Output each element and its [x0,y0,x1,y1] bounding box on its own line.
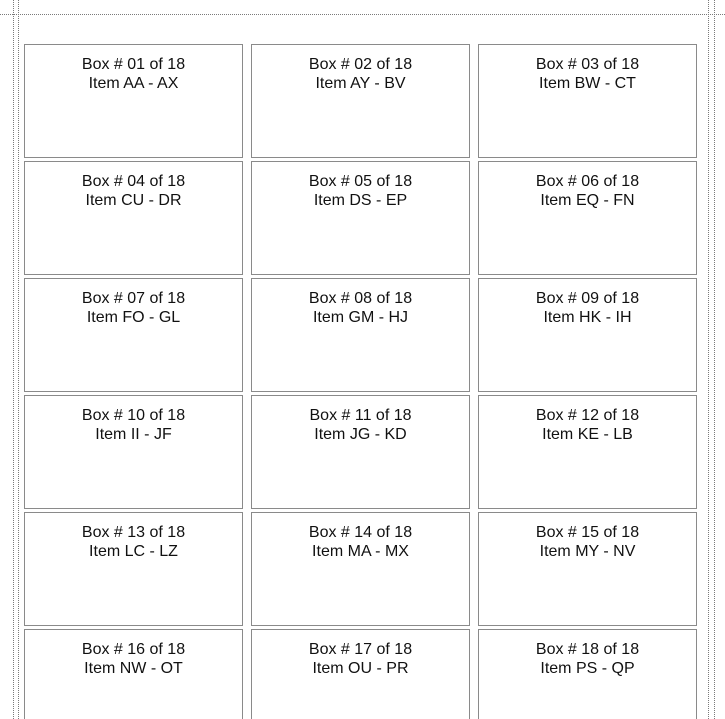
item-range-text: Item DS - EP [313,192,408,209]
item-range-text: Item AA - AX [88,75,179,92]
label-box-10[interactable] [24,395,243,509]
label-box-15[interactable] [478,512,697,626]
box-number-text: Box # 02 of 18 [308,56,413,73]
label-box-17[interactable] [251,629,470,719]
box-number-text: Box # 05 of 18 [308,173,413,190]
box-number-text: Box # 15 of 18 [535,524,640,541]
label-grid [24,44,697,719]
box-number-text: Box # 04 of 18 [81,173,186,190]
box-number-text: Box # 01 of 18 [81,56,186,73]
box-number-text: Box # 18 of 18 [535,641,640,658]
box-number-text: Box # 16 of 18 [81,641,186,658]
box-number-text: Box # 14 of 18 [308,524,413,541]
label-box-09[interactable] [478,278,697,392]
left-margin-guide-outer [13,0,14,719]
label-box-07[interactable] [24,278,243,392]
right-margin-guide-inner [714,0,715,719]
item-range-text: Item GM - HJ [312,309,409,326]
item-range-text: Item EQ - FN [540,192,635,209]
box-number-text: Box # 08 of 18 [308,290,413,307]
item-range-text: Item BW - CT [539,75,636,92]
box-number-text: Box # 11 of 18 [309,407,412,424]
box-number-text: Box # 06 of 18 [535,173,640,190]
item-range-text: Item LC - LZ [89,543,178,560]
item-range-text: Item PS - QP [540,660,635,677]
label-box-05[interactable] [251,161,470,275]
item-range-text: Item HK - IH [543,309,632,326]
box-number-text: Box # 12 of 18 [535,407,640,424]
item-range-text: Item KE - LB [542,426,633,443]
label-box-01[interactable] [24,44,243,158]
label-box-04[interactable] [24,161,243,275]
item-range-text: Item CU - DR [85,192,182,209]
item-range-text: Item MA - MX [312,543,409,560]
box-number-text: Box # 03 of 18 [535,56,640,73]
label-box-08[interactable] [251,278,470,392]
label-box-12[interactable] [478,395,697,509]
box-number-text: Box # 09 of 18 [535,290,640,307]
box-number-text: Box # 07 of 18 [81,290,186,307]
item-range-text: Item AY - BV [315,75,406,92]
right-margin-guide-outer [708,0,709,719]
item-range-text: Item II - JF [95,426,172,443]
item-range-text: Item JG - KD [314,426,407,443]
label-box-14[interactable] [251,512,470,626]
box-number-text: Box # 13 of 18 [81,524,186,541]
label-box-06[interactable] [478,161,697,275]
label-box-18[interactable] [478,629,697,719]
label-box-03[interactable] [478,44,697,158]
box-number-text: Box # 10 of 18 [81,407,186,424]
item-range-text: Item OU - PR [312,660,409,677]
top-margin-guide [0,14,725,15]
label-box-13[interactable] [24,512,243,626]
label-box-11[interactable] [251,395,470,509]
label-box-16[interactable] [24,629,243,719]
label-box-02[interactable] [251,44,470,158]
item-range-text: Item FO - GL [86,309,181,326]
left-margin-guide-inner [18,0,19,719]
box-number-text: Box # 17 of 18 [308,641,413,658]
item-range-text: Item NW - OT [84,660,183,677]
item-range-text: Item MY - NV [539,543,636,560]
